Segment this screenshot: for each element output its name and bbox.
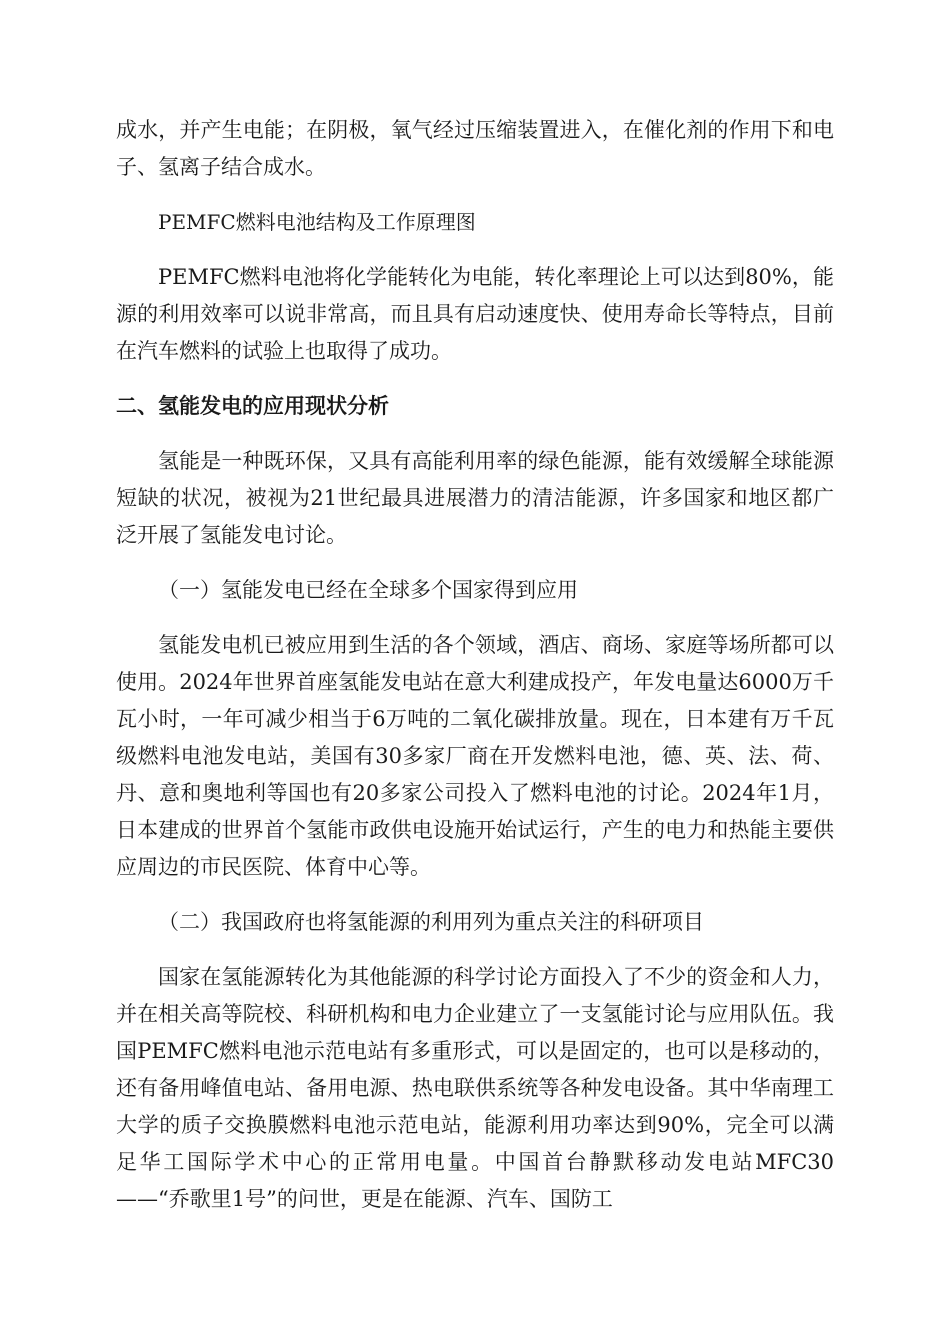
section-heading-2: 二、氢能发电的应用现状分析 [116,394,389,418]
document-body [116,112,834,1236]
subsection-heading-1: （一）氢能发电已经在全球多个国家得到应用 [158,578,578,602]
paragraph-continuation: 成水，并产生电能；在阴极，氧气经过压缩装置进入，在催化剂的作用下和电子、氢离子结合成水。 [116,118,834,179]
paragraph-pemfc-efficiency: PEMFC燃料电池将化学能转化为电能，转化率理论上可以达到80%，能源的利用效率可以说非常高，而且具有启动速度快、使用寿命长等特点，目前在汽车燃料的试验上也取得了成功。 [116,265,834,363]
subsection-heading-2: （二）我国政府也将氢能源的利用列为重点关注的科研项目 [158,910,704,934]
paragraph-hydrogen-intro: 氢能是一种既环保，又具有高能利用率的绿色能源，能有效缓解全球能源短缺的状况，被视为21世纪最具进展潜力的清洁能源，许多国家和地区都广泛开展了氢能发电讨论。 [116,449,834,547]
paragraph-global-applications: 氢能发电机已被应用到生活的各个领域，酒店、商场、家庭等场所都可以使用。2024年世界首座氢能发电站在意大利建成投产，年发电量达6000万千瓦小时，一年可减少相当于6万吨的二氧化碳排放量。现在，日本建有万千瓦级燃料电池发电站，美国有30多家厂商在开发燃料电池，德、英、法、荷、丹、意和奥地利等国也有20多家公司投入了燃料电池的讨论。2024年1月，日本建成的世界首个氢能市政供电设施开始试运行，产生的电力和热能主要供应周边的市民医院、体育中心等。 [116,633,834,879]
paragraph-china-research: 国家在氢能源转化为其他能源的科学讨论方面投入了不少的资金和人力，并在相关高等院校、科研机构和电力企业建立了一支氢能讨论与应用队伍。我国PEMFC燃料电池示范电站有多重形式，可以是固定的，也可以是移动的，还有备用峰值电站、备用电源、热电联供系统等各种发电设备。其中华南理工大学的质子交换膜燃料电池示范电站，能源利用功率达到90%，完全可以满足华工国际学术中心的正常用电量。中国首台静默移动发电站MFC30——“乔歌里1号”的问世，更是在能源、汽车、国防工 [116,965,834,1211]
figure-caption: PEMFC燃料电池结构及工作原理图 [158,210,476,234]
